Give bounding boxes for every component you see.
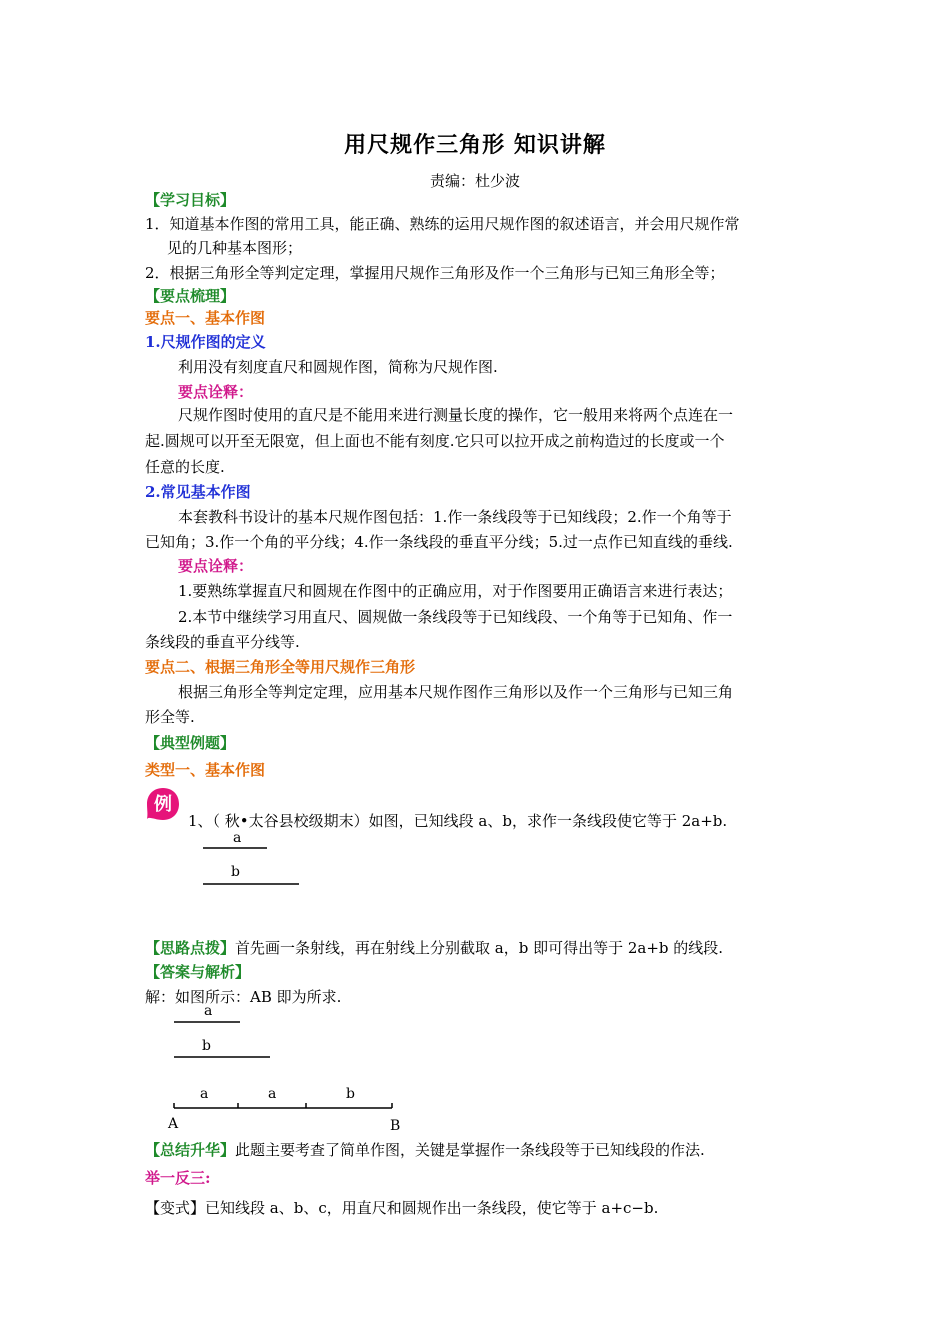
note-1-line-c: 任意的长度.: [145, 458, 225, 476]
summary-text: 此题主要考查了简单作图，关键是掌握作一条线段等于已知线段的作法.: [235, 1141, 705, 1159]
note-2-line-a: 1.要熟练掌握直尺和圆规在作图中的正确应用，对于作图要用正确语言来进行表达；: [178, 582, 733, 600]
hint-label: 【思路点拨】: [145, 939, 236, 957]
note-1-label: 要点诠释：: [178, 383, 254, 401]
fig2-point-B: B: [390, 1118, 401, 1134]
point-2-line-a: 根据三角形全等判定定理，应用基本尺规作图作三角形以及作一个三角形与已知三角: [178, 683, 734, 701]
note-1-line-a: 尺规作图时使用的直尺是不能用来进行测量长度的操作，它一般用来将两个点连在一: [178, 406, 734, 424]
hint-text: 首先画一条射线，再在射线上分别截取 a，b 即可得出等于 2a+b 的线段.: [235, 939, 724, 957]
fig1-label-b: b: [231, 864, 240, 880]
note-2-line-c: 条线段的垂直平分线等.: [145, 633, 300, 651]
section-2-title: 2.常见基本作图: [145, 483, 251, 501]
hint-line: [145, 938, 723, 958]
figure-solution: [160, 1000, 410, 1135]
section-1-title: 1.尺规作图的定义: [145, 333, 266, 351]
point-2-title: 要点二、根据三角形全等用尺规作三角形: [145, 658, 416, 676]
variant-text: 已知线段 a、b、c，用直尺和圆规作出一条线段，使它等于 a+c−b.: [205, 1199, 659, 1217]
fig2-label-a: a: [204, 1003, 213, 1019]
example-badge-text: 例: [154, 794, 172, 815]
summary-line: [145, 1140, 705, 1160]
type-1-title: 类型一、基本作图: [145, 761, 266, 779]
goal-item-1a: 1．知道基本作图的常用工具，能正确、熟练的运用尺规作图的叙述语言，并会用尺规作常: [145, 215, 740, 233]
fig2-seg-label-3: b: [346, 1086, 355, 1102]
points-header: 【要点梳理】: [145, 287, 236, 305]
fig2-seg-label-2: a: [268, 1086, 277, 1102]
summary-label: 【总结升华】: [145, 1141, 236, 1159]
editor-line: 责编：杜少波: [429, 172, 520, 190]
section-2-line-b: 已知角；3.作一个角的平分线；4.作一条线段的垂直平分线；5.过一点作已知直线的垂线.: [145, 533, 733, 551]
example-badge-icon: [145, 786, 181, 822]
question-1: 1、（ 秋•太谷县校级期末）如图，已知线段 a、b，求作一条线段使它等于 2a+b.: [188, 812, 728, 830]
section-1-text: 利用没有刻度直尺和圆规作图，简称为尺规作图.: [178, 358, 498, 376]
figure-given-segments: [195, 825, 305, 890]
variant-line: [145, 1198, 658, 1218]
note-1-line-b: 起.圆规可以开至无限宽，但上面也不能有刻度.它只可以拉开成之前构造过的长度或一个: [145, 432, 725, 450]
goal-item-1b: 见的几种基本图形；: [167, 239, 303, 257]
page-title: 用尺规作三角形 知识讲解: [344, 132, 606, 158]
fig2-label-b: b: [202, 1038, 211, 1054]
section-2-line-a: 本套教科书设计的基本尺规作图包括：1.作一条线段等于已知线段；2.作一个角等于: [178, 508, 732, 526]
fig2-seg-label-1: a: [200, 1086, 209, 1102]
answer-text: 解：如图所示：AB 即为所求.: [145, 988, 342, 1006]
fig2-point-A: A: [168, 1116, 179, 1132]
answer-header: 【答案与解析】: [145, 963, 251, 981]
note-2-line-b: 2.本节中继续学习用直尺、圆规做一条线段等于已知线段、一个角等于已知角、作一: [178, 608, 733, 626]
point-1-title: 要点一、基本作图: [145, 309, 266, 327]
fig1-label-a: a: [233, 830, 242, 846]
note-2-label: 要点诠释：: [178, 557, 254, 575]
examples-header: 【典型例题】: [145, 734, 236, 752]
goals-header: 【学习目标】: [145, 191, 236, 209]
goal-item-2: 2．根据三角形全等判定定理，掌握用尺规作三角形及作一个三角形与已知三角形全等；: [145, 264, 725, 282]
practice-label: 举一反三:: [145, 1169, 211, 1187]
variant-label: 【变式】: [145, 1199, 206, 1217]
point-2-line-b: 形全等.: [145, 708, 195, 726]
